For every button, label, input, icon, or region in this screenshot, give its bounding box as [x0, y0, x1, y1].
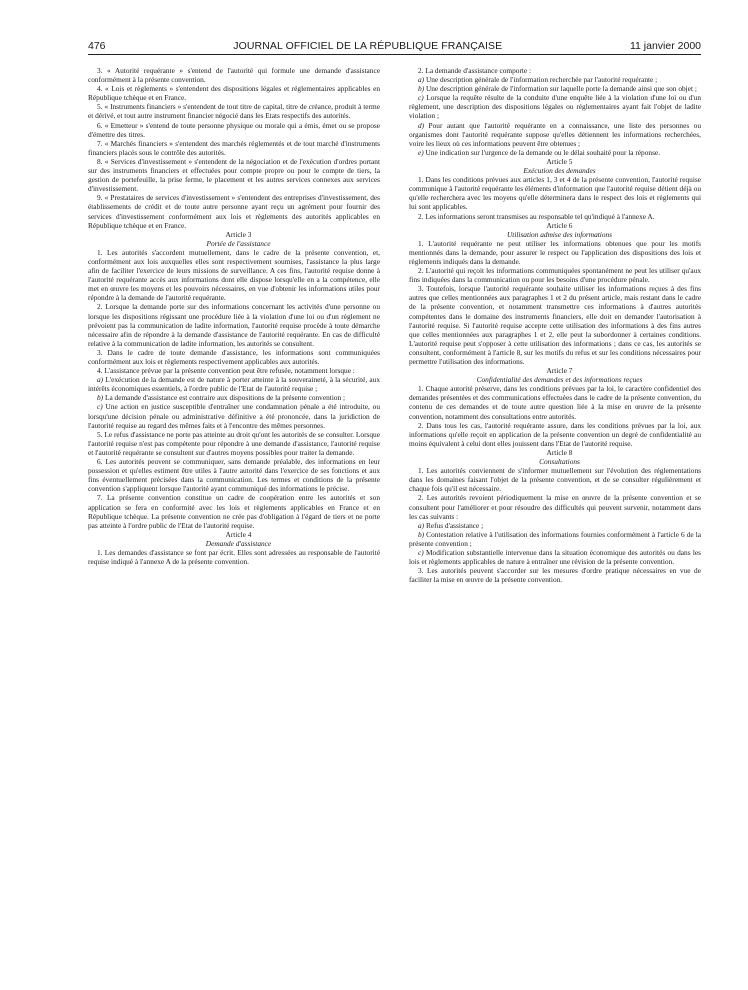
- paragraph: [88, 402, 380, 429]
- paragraph: 3. « Autorité requérante » s'entend de l'autorité qui formule une demande d'assistance conformément à la présente convention.: [88, 66, 380, 85]
- paragraph: 1. Les demandes d'assistance se font par écrit. Elles sont adressées au responsable de l'autorité requise indiqué à l'annexe A de la présente convention.: [88, 547, 380, 567]
- paragraph: 8. « Services d'investissement » s'entendent de la négociation et de l'exécution d'ordres portant sur des instruments financiers et effectuées pour compte propre ou pour le compte de tiers, la gestion de portefeuille, la prise ferme, le placement et les autres services connexes aux services d'investissement.: [88, 156, 380, 194]
- journal-title: JOURNAL OFFICIEL DE LA RÉPUBLIQUE FRANÇAISE: [233, 40, 503, 52]
- paragraph: 2. Dans tous les cas, l'autorité requérante assure, dans les conditions prévues par la loi, aux informations qu'elle reçoit en application de la présente convention un degré de confidentialité au moins équivalent à celui dont elles jouissent dans l'Etat de l'autorité requise.: [409, 420, 701, 448]
- paragraph: [88, 375, 380, 393]
- article-title: Article 8: [546, 447, 573, 457]
- item-label: a): [418, 75, 425, 85]
- paragraph: [409, 530, 701, 548]
- item-label: b): [97, 393, 104, 403]
- item-label: e): [418, 147, 424, 157]
- paragraph: [409, 548, 701, 566]
- paragraph: 1. L'autorité requérante ne peut utiliser les informations obtenues que pour les motifs mentionnés dans la demande, pour assurer le respect ou l'application des dispositions des lois et règlements indiqués dans la demande.: [409, 238, 701, 266]
- page-header: [88, 40, 701, 55]
- paragraph: 3. Dans le cadre de toute demande d'assistance, les informations sont communiquées conformément aux lois et règlements respectivement applicables aux autorités.: [88, 347, 380, 366]
- paragraph: [409, 148, 701, 157]
- paragraph-text: L'exécution de la demande est de nature à porter atteinte à la souveraineté, à la sécurité, aux intérêts économiques essentiels, à l'ordre public de l'Etat de l'autorité requise ;: [88, 375, 380, 394]
- paragraph-text: Une action en justice susceptible d'entraîner une condamnation pénale a été introduite, ou lorsqu'une décision pénale ou administrative définitive a été prononcée, dans la juridiction de l'autorité requise au regard des mêmes faits et à l'encontre des mêmes personnes.: [88, 402, 380, 430]
- paragraph: 4. L'assistance prévue par la présente convention peut être refusée, notamment lorsque :: [97, 366, 355, 376]
- paragraph-text: Modification substantielle intervenue dans la situation économique des autorités ou dans les lois et règlements applicables de nature à entraîner une révision de la présente convention.: [409, 547, 701, 567]
- paragraph: 7. La présente convention constitue un cadre de coopération entre les autorités et son application se fera en conformité avec les lois et règlements applicables en France et en République tchèque. La présente convention ne crée pas d'obligation à l'égard de tiers et ne porte pas atteinte à l'ordre public de l'Etat de l'autorité requise.: [88, 493, 380, 530]
- paragraph-text: Refus d'assistance ;: [424, 520, 484, 530]
- paragraph: [88, 393, 380, 402]
- paragraph-text: Une description générale de l'information sur laquelle porte la demande ainsi que son objet ;: [424, 84, 697, 94]
- paragraph: 5. « Instruments financiers » s'entendent de tout titre de capital, titre de créance, produit à terme et dérivé, et tout autre instrument financier négocié dans les Etats respectifs des autorités.: [88, 102, 380, 121]
- article-subtitle: Confidentialité des demandes et des informations reçues: [476, 375, 643, 385]
- paragraph: 2. Les autorités revoient périodiquement la mise en œuvre de la présente convention et se consultent pour l'améliorer et pour résoudre des difficultés qui peuvent survenir, notamment dans les cas suivants :: [409, 493, 701, 521]
- paragraph: 9. « Prestataires de services d'investissement » s'entendent des entreprises d'investissement, des établissements de crédit et de toute autre personne ayant reçu un agrément pour fournir des services d'investissement conformément aux lois et règlements des autorités applicables en République tchèque et en France.: [88, 193, 380, 230]
- paragraph: [409, 93, 701, 120]
- paragraph: 7. « Marchés financiers » s'entendent des marchés réglementés et de tout marché d'instruments financiers placés sous le contrôle des autorités.: [88, 138, 380, 157]
- article-title: Article 5: [546, 156, 573, 166]
- paragraph: 3. Les autorités peuvent s'accorder sur les mesures d'ordre pratique nécessaires en vue de faciliter la mise en œuvre de la présente convention.: [409, 566, 701, 585]
- paragraph: 5. Le refus d'assistance ne porte pas atteinte au droit qu'ont les autorités de se consulter. Lorsque l'autorité requise n'est pas compétente pour répondre à une demande d'assistance, l'autorité requise et l'autorité requérante se consultent sur d'autres moyens possibles pour traiter la demande.: [88, 429, 380, 457]
- paragraph: 3. Toutefois, lorsque l'autorité requérante souhaite utiliser les informations reçues à des fins autres que celles mentionnées aux paragraphes 1 et 2 du présent article, mais restant dans le cadre de la présente convention, et notamment transmettre ces informations à d'autres autorités compétentes dans le domaine des instruments financiers, elle doit en demander l'autorisation à l'autorité requise. Si l'autorité requise accepte cette utilisation des informations à des fins autres que celles mentionnées aux paragraphes 1 et 2, elle peut la subordonner à certaines conditions. L'autorité requise peut s'opposer à cette utilisation des informations ; dans ce cas, les autorités se consultent, conformément à l'article 8, sur les motifs du refus et sur les conditions nécessaires pour permettre l'utilisation des informations.: [409, 284, 701, 366]
- article-subtitle: Portée de l'assistance: [206, 238, 271, 248]
- paragraph: [409, 84, 701, 93]
- paragraph: 6. « Emetteur » s'entend de toute personne physique ou morale qui a émis, émet ou se propose d'émettre des titres.: [88, 120, 380, 139]
- article-title: Article 7: [546, 366, 573, 376]
- paragraph: 1. Les autorités s'accordent mutuellement, dans le cadre de la présente convention, et, conformément aux lois auxquelles elles sont respectivement soumises, l'assistance la plus large afin de faciliter l'exercice de leurs missions de surveillance. A ces fins, l'autorité requise donne à l'autorité requérante accès aux informations dont elle dispose lorsqu'elle en a la compétence, elle met en œuvre les moyens et les pouvoirs nécessaires, en vue d'obtenir les informations utiles pour répondre à la demande de l'autorité requérante.: [88, 247, 380, 303]
- paragraph: 2. La demande d'assistance comporte :: [418, 66, 532, 75]
- item-label: c): [97, 402, 103, 412]
- paragraph: [409, 521, 701, 530]
- item-label: a): [97, 375, 104, 385]
- article-title: Article 6: [546, 220, 573, 230]
- paragraph: 2. Les informations seront transmises au responsable tel qu'indiqué à l'annexe A.: [418, 211, 655, 221]
- paragraph: 4. « Lois et règlements » s'entendent des dispositions légales et réglementaires applicables en République tchèque et en France.: [88, 84, 380, 103]
- text-columns: [88, 66, 701, 584]
- paragraph: 2. Lorsque la demande porte sur des informations concernant les activités d'une personne ou lorsque les dispositions régissant une procédure liée à la violation d'une loi ou d'un règlement ne prévoient pas la communication de ladite information, l'autorité requise procède à toute démarche nécessaire afin de répondre à la demande d'assistance de l'autorité requérante. En cas de difficulté relative à la communication de ladite information, les autorités se consultent.: [88, 302, 380, 348]
- paragraph-text: La demande d'assistance est contraire aux dispositions de la présente convention ;: [103, 393, 346, 403]
- paragraph-text: Pour autant que l'autorité requérante en a connaissance, une liste des personnes ou organismes dont l'autorité requérante suppose qu'elles détiennent les informations recherchées, voire les lieux où ces informations peuvent être obtenues ;: [409, 120, 701, 148]
- issue-date: 11 janvier 2000: [629, 40, 701, 52]
- paragraph: [409, 121, 701, 148]
- paragraph-text: Une indication sur l'urgence de la demande ou le délai souhaité pour la réponse.: [423, 147, 661, 157]
- article-subtitle: Utilisation admise des informations: [506, 229, 613, 239]
- paragraph: 1. Chaque autorité préserve, dans les conditions prévues par la loi, le caractère confidentiel des demandes présentées et des communications effectuées dans le cadre de la présente convention, du contenu de ces demandes et de toute autre question liée à la mise en œuvre de la présente convention, notamment des consultations entre autorités.: [409, 384, 701, 421]
- page-number: 476: [88, 40, 106, 52]
- article-subtitle: Consultations: [539, 457, 580, 467]
- left-column: [88, 66, 380, 584]
- paragraph: 2. L'autorité qui reçoit les informations communiquées spontanément ne peut les utiliser qu'aux fins indiquées dans la communication ou pour les besoins d'une procédure pénale.: [409, 266, 701, 285]
- paragraph-text: Une description générale de l'information recherchée par l'autorité requérante ;: [424, 75, 658, 85]
- article-title: Article 3: [225, 229, 252, 239]
- paragraph-text: Lorsque la requête résulte de la conduite d'une enquête liée à la violation d'une loi ou d'un règlement, une description des dispositions légales ou réglementaires ayant fait l'objet de ladite violation ;: [409, 93, 701, 121]
- paragraph: [409, 75, 701, 84]
- paragraph: 6. Les autorités peuvent se communiquer, sans demande préalable, des informations en leur possession et qu'elles estiment être utiles à l'autre autorité dans l'exercice de ses fonctions et aux fins éventuellement précisées dans la communication. Les termes et conditions de la présente convention s'appliquent lorsque l'autorité ayant communiqué des informations le précise.: [88, 457, 380, 494]
- item-label: a): [418, 520, 425, 530]
- item-label: b): [418, 529, 425, 539]
- article-subtitle: Demande d'assistance: [205, 538, 272, 548]
- article-subtitle: Exécution des demandes: [523, 166, 596, 176]
- paragraph: 1. Dans les conditions prévues aux articles 1, 3 et 4 de la présente convention, l'autorité requise communique à l'autorité requérante les éléments d'information que l'autorité requise détient déjà ou qu'elle recherchera avec les moyens qu'elle déterminera dans le respect des lois et règlements qui lui sont applicables.: [409, 175, 701, 212]
- item-label: b): [418, 84, 425, 94]
- paragraph: 1. Les autorités conviennent de s'informer mutuellement sur l'évolution des réglementations dans les domaines faisant l'objet de la présente convention, et de se consulter régulièrement et chaque fois qu'il est nécessaire.: [409, 466, 701, 494]
- article-title: Article 4: [225, 529, 252, 539]
- right-column: [409, 66, 701, 584]
- paragraph-text: Contestation relative à l'utilisation des informations fournies conformément à l'article 6 de la présente convention ;: [409, 529, 701, 548]
- item-label: c): [418, 93, 424, 103]
- item-label: c): [418, 547, 424, 557]
- item-label: d): [418, 120, 425, 130]
